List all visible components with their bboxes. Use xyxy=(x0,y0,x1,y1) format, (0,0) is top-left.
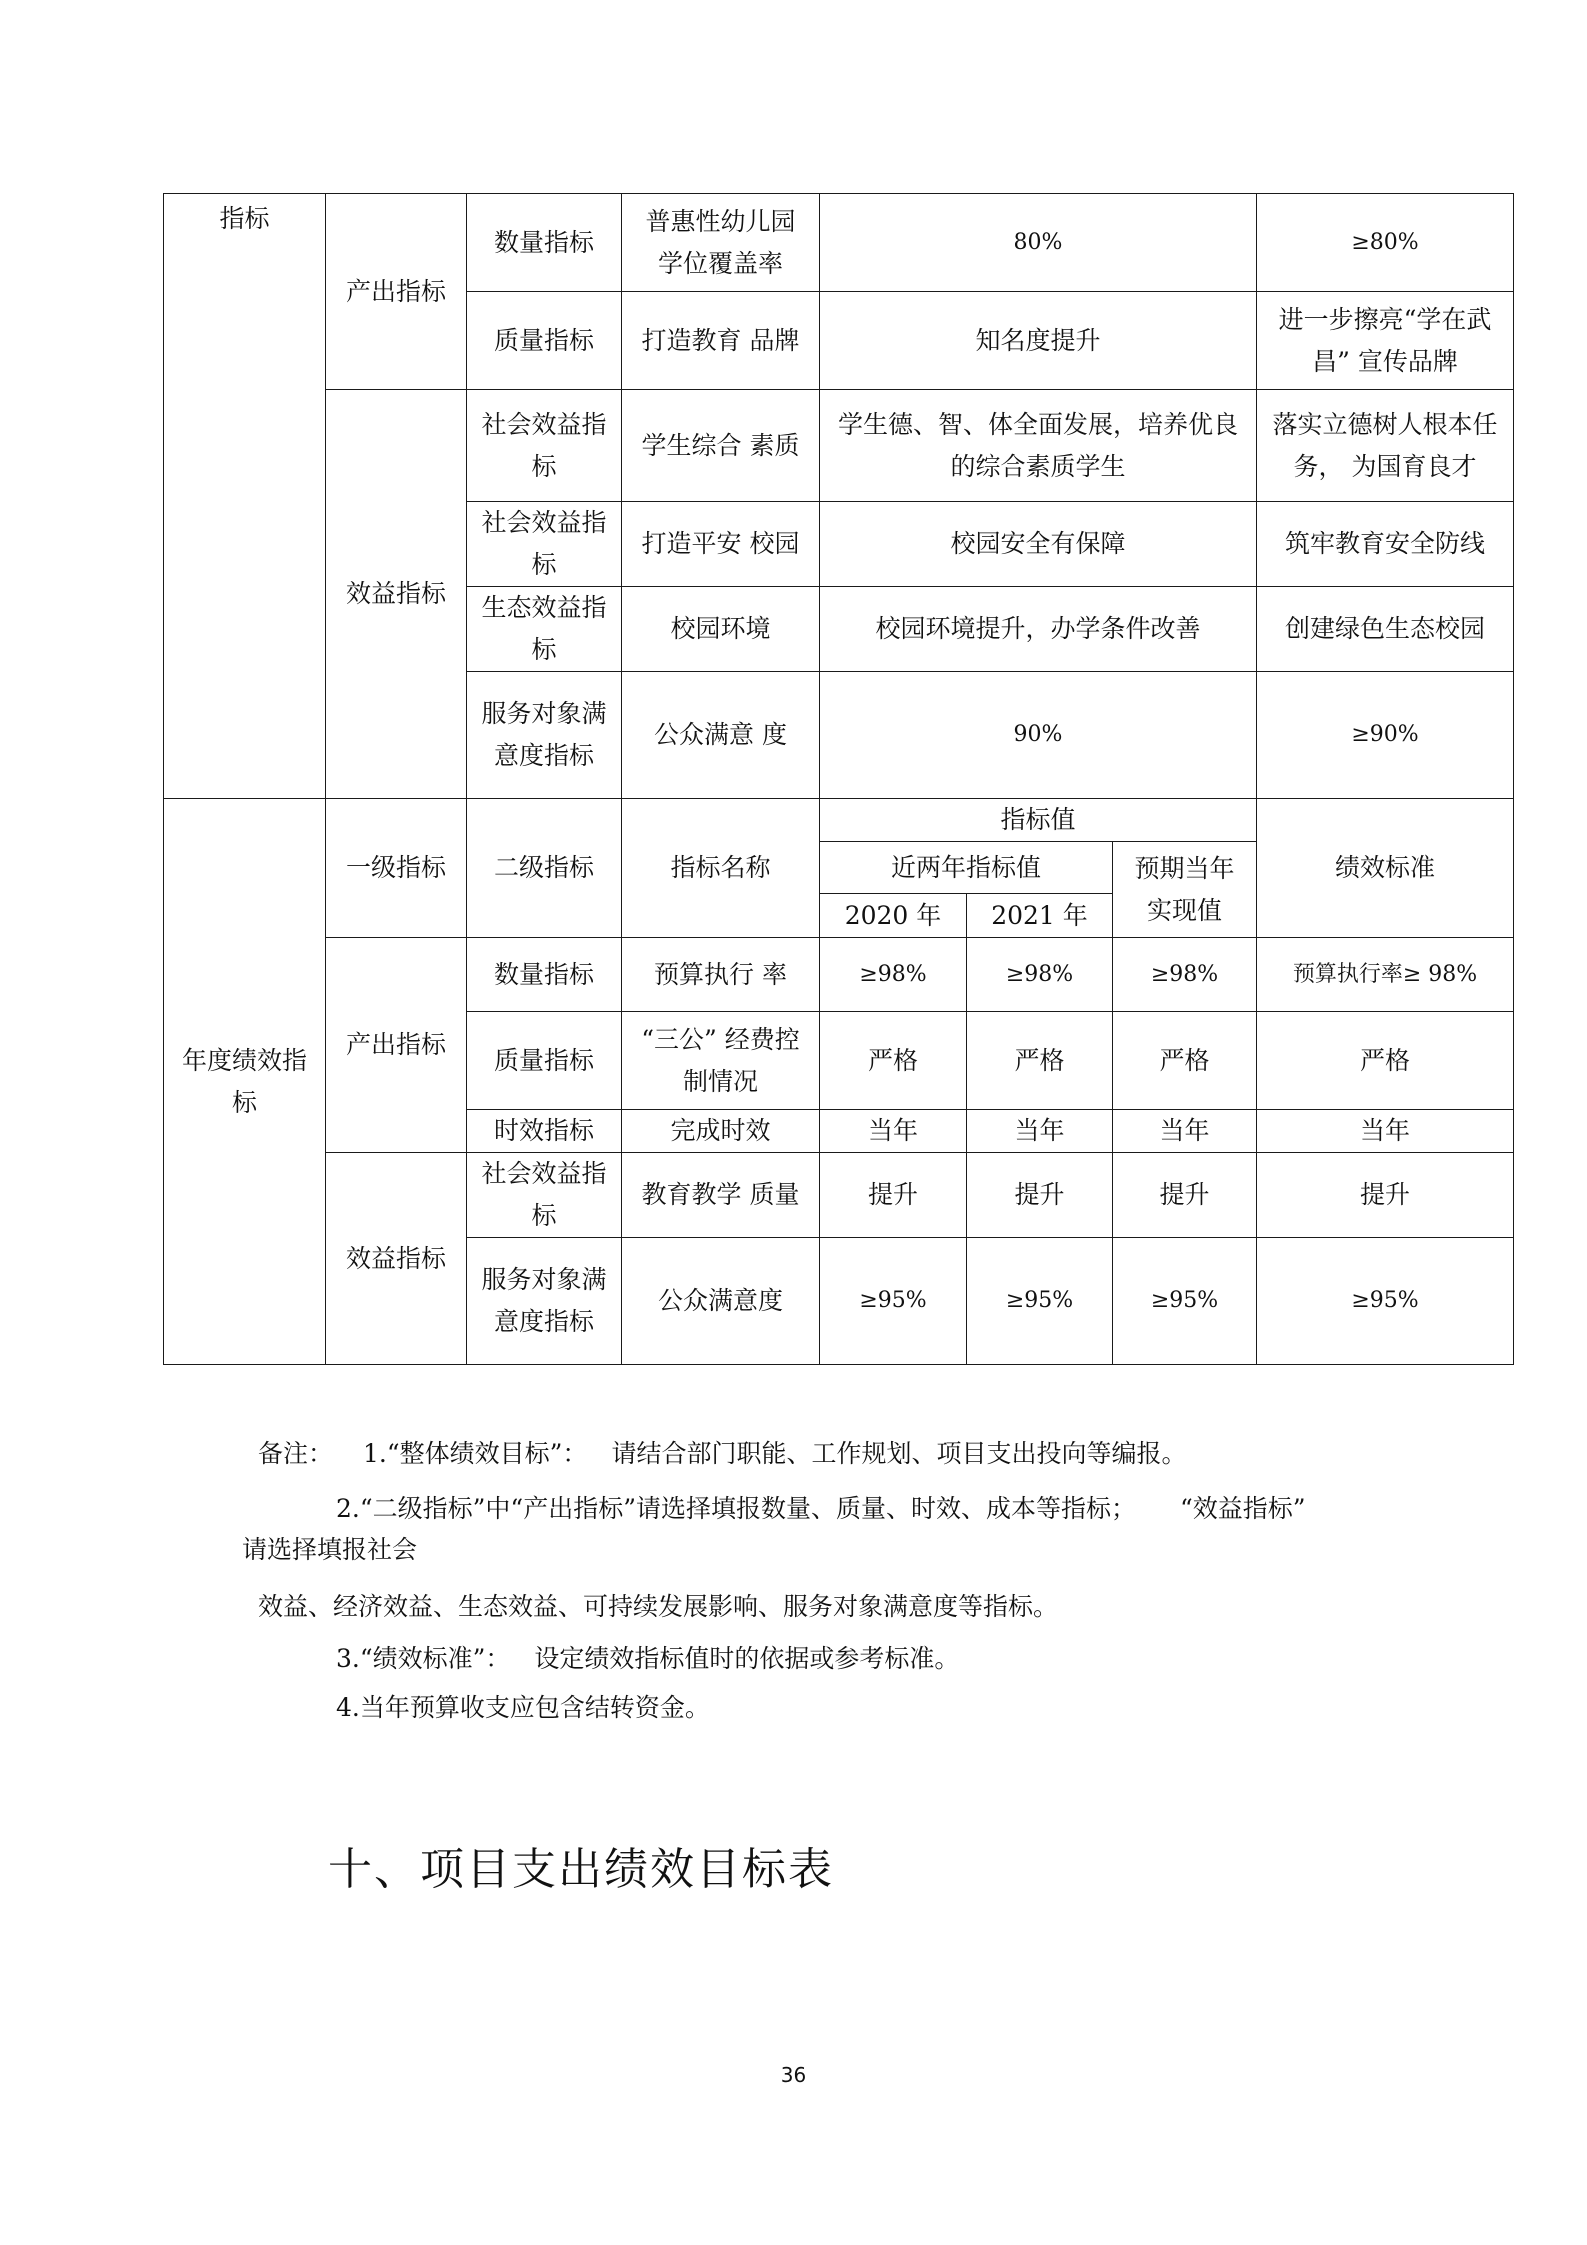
performance-standard: 进一步擦亮“学在武昌” 宣传品牌 xyxy=(1257,292,1514,390)
header-year-2021: 2021 年 xyxy=(967,894,1113,938)
indicator-name: 公众满意 度 xyxy=(622,672,820,799)
performance-standard: 筑牢教育安全防线 xyxy=(1257,502,1514,587)
indicator-name: 完成时效 xyxy=(622,1110,820,1153)
indicator-value: 知名度提升 xyxy=(820,292,1257,390)
header-indicator-value: 指标值 xyxy=(820,799,1257,842)
output-indicator-group: 产出指标 xyxy=(326,194,467,390)
value-2021: 严格 xyxy=(967,1012,1113,1110)
note-1-title: 1.“整体绩效目标”： xyxy=(363,1439,588,1468)
note-1 xyxy=(258,1436,1186,1472)
indicator-value: 学生德、智、体全面发展，培养优良的综合素质学生 xyxy=(820,390,1257,502)
secondary-indicator: 社会效益指标 xyxy=(467,390,622,502)
notes-label: 备注： xyxy=(258,1439,334,1468)
indicator-name: 学生综合 素质 xyxy=(622,390,820,502)
benefit-indicator-group: 效益指标 xyxy=(326,1153,467,1365)
header-performance-standard: 绩效标准 xyxy=(1257,799,1514,938)
indicator-value: 80% xyxy=(820,194,1257,292)
note-1-text: 请结合部门职能、工作规划、项目支出投向等编报。 xyxy=(611,1439,1187,1468)
secondary-indicator: 社会效益指标 xyxy=(467,1153,622,1238)
secondary-indicator: 时效指标 xyxy=(467,1110,622,1153)
indicator-name: 公众满意度 xyxy=(622,1238,820,1365)
performance-standard: 预算执行率≥ 98% xyxy=(1257,938,1514,1012)
note-2-line-1: 2.“二级指标”中“产出指标”请选择填报数量、质量、时效、成本等指标； “效益指标” xyxy=(336,1494,1306,1523)
secondary-indicator: 服务对象满意度指标 xyxy=(467,1238,622,1365)
secondary-indicator: 数量指标 xyxy=(467,194,622,292)
indicator-value: 校园环境提升，办学条件改善 xyxy=(820,587,1257,672)
secondary-indicator: 数量指标 xyxy=(467,938,622,1012)
performance-standard: 落实立德树人根本任务， 为国育良才 xyxy=(1257,390,1514,502)
expected-value: 严格 xyxy=(1113,1012,1257,1110)
value-2021: 提升 xyxy=(967,1153,1113,1238)
performance-table-continued xyxy=(163,193,1514,799)
header-secondary-indicator: 二级指标 xyxy=(467,799,622,938)
secondary-indicator: 服务对象满意度指标 xyxy=(467,672,622,799)
header-past-two-years: 近两年指标值 xyxy=(820,842,1113,894)
value-2021: ≥98% xyxy=(967,938,1113,1012)
expected-value: 提升 xyxy=(1113,1153,1257,1238)
note-4: 4.当年预算收支应包含结转资金。 xyxy=(336,1693,710,1722)
performance-standard: ≥95% xyxy=(1257,1238,1514,1365)
secondary-indicator: 社会效益指标 xyxy=(467,502,622,587)
performance-standard: ≥80% xyxy=(1257,194,1514,292)
output-indicator-group: 产出指标 xyxy=(326,938,467,1153)
indicator-name: 普惠性幼儿园学位覆盖率 xyxy=(622,194,820,292)
performance-standard: ≥90% xyxy=(1257,672,1514,799)
performance-standard: 严格 xyxy=(1257,1012,1514,1110)
indicator-name: 教育教学 质量 xyxy=(622,1153,820,1238)
value-2020: 严格 xyxy=(820,1012,967,1110)
header-primary-indicator: 一级指标 xyxy=(326,799,467,938)
annual-indicator-label: 年度绩效指标 xyxy=(164,799,326,1365)
secondary-indicator: 质量指标 xyxy=(467,1012,622,1110)
indicator-name: 校园环境 xyxy=(622,587,820,672)
header-year-2020: 2020 年 xyxy=(820,894,967,938)
benefit-indicator-group: 效益指标 xyxy=(326,390,467,799)
header-indicator-name: 指标名称 xyxy=(622,799,820,938)
annual-performance-table xyxy=(163,798,1514,1365)
indicator-name: 预算执行 率 xyxy=(622,938,820,1012)
value-2020: ≥95% xyxy=(820,1238,967,1365)
value-2021: 当年 xyxy=(967,1110,1113,1153)
indicator-name: 打造教育 品牌 xyxy=(622,292,820,390)
performance-standard: 当年 xyxy=(1257,1110,1514,1153)
indicator-value: 90% xyxy=(820,672,1257,799)
section-heading: 十、项目支出绩效目标表 xyxy=(328,1844,834,1895)
note-2-line-2: 请选择填报社会 xyxy=(242,1535,418,1564)
indicator-value: 校园安全有保障 xyxy=(820,502,1257,587)
value-2020: 提升 xyxy=(820,1153,967,1238)
expected-value: ≥98% xyxy=(1113,938,1257,1012)
expected-value: ≥95% xyxy=(1113,1238,1257,1365)
performance-standard: 提升 xyxy=(1257,1153,1514,1238)
value-2020: ≥98% xyxy=(820,938,967,1012)
indicator-name: “三公” 经费控制情况 xyxy=(622,1012,820,1110)
continued-indicator-label: 指标 xyxy=(164,194,326,799)
value-2020: 当年 xyxy=(820,1110,967,1153)
indicator-name: 打造平安 校园 xyxy=(622,502,820,587)
performance-standard: 创建绿色生态校园 xyxy=(1257,587,1514,672)
secondary-indicator: 质量指标 xyxy=(467,292,622,390)
note-2-line-3: 效益、经济效益、生态效益、可持续发展影响、服务对象满意度等指标。 xyxy=(258,1592,1059,1621)
value-2021: ≥95% xyxy=(967,1238,1113,1365)
expected-value: 当年 xyxy=(1113,1110,1257,1153)
page-number: 36 xyxy=(780,2063,807,2087)
secondary-indicator: 生态效益指标 xyxy=(467,587,622,672)
header-expected-value: 预期当年实现值 xyxy=(1113,842,1257,938)
note-3: 3.“绩效标准”： 设定绩效指标值时的依据或参考标准。 xyxy=(336,1644,960,1673)
